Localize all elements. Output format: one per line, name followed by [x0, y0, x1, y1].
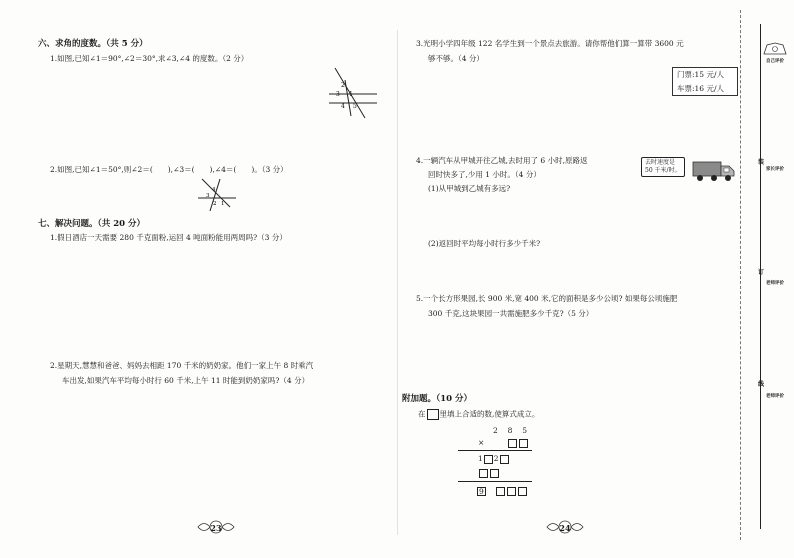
speed-speech-bubble — [641, 157, 685, 177]
angle-figure-2 — [196, 177, 246, 217]
multiplicand-digit: 8 — [507, 426, 513, 435]
section7-question2-line2: 车出发,如果汽车平均每小时行 60 千米,上午 11 时能到奶奶家吗?（4 分） — [62, 376, 310, 385]
fig1-label-1: 1 — [349, 91, 353, 98]
page-number-right: 24 — [559, 523, 571, 533]
fig1-label-3: 3 — [336, 91, 340, 98]
evaluation-strip — [760, 24, 791, 529]
bubble-line1: 去时速度是 — [645, 159, 676, 166]
question4-sub1: (1)从甲城到乙城有多远? — [428, 184, 511, 193]
question5-line1: 5.一个长方形果园,长 900 米,宽 400 米,它的面积是多少公顷? 如果每公顷施肥 — [416, 294, 678, 303]
question4-line1: 4.一辆汽车从甲城开往乙城,去时用了 6 小时,原路返 — [416, 156, 588, 165]
fig2-label-2: 2 — [213, 201, 217, 207]
partial-product-row-2 — [478, 468, 500, 478]
sidebar-label-teacher-1: 老师评价 — [766, 281, 784, 286]
blank-box[interactable] — [484, 455, 493, 464]
multiplicand-digit: 2 — [492, 426, 498, 435]
question4-sub2: (2)返回时平均每小时行多少千米? — [428, 239, 541, 248]
times-sign: × — [478, 438, 485, 447]
section7-title: 七、解决问题。（共 20 分） — [38, 219, 145, 229]
bonus-instruction-suffix: 里填上合适的数,使算式成立。 — [439, 409, 540, 419]
section6-title: 六、求角的度数。（共 5 分） — [38, 39, 148, 49]
page-divider — [397, 30, 398, 535]
section7-question2-line1: 2.星期天,慧慧和爸爸、妈妈去相距 170 千米的奶奶家。他们一家上午 8 时乘汽 — [50, 361, 314, 370]
blank-box[interactable] — [507, 487, 516, 496]
multiplicand-row — [488, 426, 532, 435]
blank-box-sample — [427, 409, 439, 420]
binding-dashed-line — [740, 10, 741, 540]
section7-question1: 1.假日酒店一天需要 280 千克面粉,运回 4 吨面粉能用两周吗?（3 分） — [50, 233, 287, 242]
question3-line1: 3.光明小学四年级 122 名学生到一个景点去旅游。请你帮他们算一算带 3600 元 — [416, 39, 684, 48]
partial-digit: 2 — [493, 454, 499, 463]
fig2-label-4: 4 — [212, 187, 216, 193]
blank-box[interactable] — [518, 487, 527, 496]
question5-line2: 300 千克,这块果园一共需施肥多少千克?（5 分） — [428, 309, 594, 318]
ticket-bus-price: 车票:16 元/人 — [677, 84, 724, 93]
question4-line2: 回时快多了,少用 1 小时。（4 分） — [428, 170, 541, 179]
ticket-price-box — [672, 67, 738, 96]
rule-line — [458, 481, 532, 482]
partial-digit: 1 — [478, 454, 483, 463]
result-digit-9: 9 — [479, 487, 484, 496]
fig1-label-2: 2 — [341, 82, 345, 89]
blank-box[interactable] — [519, 439, 528, 448]
fig1-label-5: 5 — [353, 103, 357, 110]
bonus-instruction-prefix: 在 — [418, 409, 426, 419]
sidebar-label-parent: 家长评价 — [766, 167, 784, 172]
page-number-left: 23 — [210, 523, 222, 533]
ticket-gate-price: 门票:15 元/人 — [677, 70, 724, 79]
sidebar-label-self: 自己评价 — [766, 59, 784, 64]
section6-question1: 1.如图,已知∠1＝90°,∠2＝30°,求∠3,∠4 的度数。（2 分） — [50, 54, 249, 63]
partial-product-row — [478, 454, 510, 464]
section6-question2: 2.如图,已知∠1＝50°,则∠2＝( ),∠3＝( ),∠4＝( )。（3 分） — [50, 165, 288, 174]
bonus-title: 附加题。（10 分） — [402, 394, 473, 404]
truck-icon — [692, 158, 736, 184]
blank-box[interactable] — [490, 469, 499, 478]
binding-marker-xian: 线 — [758, 381, 765, 388]
multiplier-row — [507, 438, 529, 448]
badge-icon — [762, 42, 788, 56]
multiplication-puzzle — [456, 424, 532, 504]
bonus-instruction — [418, 409, 539, 420]
angle-figure-1 — [325, 66, 385, 126]
question3-line2: 够不够。（4 分） — [428, 54, 484, 63]
fig2-label-3: 3 — [206, 193, 210, 199]
multiplicand-digit: 5 — [522, 426, 528, 435]
blank-box[interactable] — [479, 469, 488, 478]
bubble-line2: 50 千米/时。 — [645, 167, 681, 174]
blank-box[interactable] — [496, 487, 505, 496]
sidebar-label-teacher-2: 老师评价 — [766, 394, 784, 399]
binding-marker-ding: 订 — [758, 269, 765, 276]
binding-marker-zhuang: 装 — [758, 159, 765, 166]
blank-box[interactable] — [508, 439, 517, 448]
fig1-label-4: 4 — [341, 103, 345, 110]
fig2-label-1: 1 — [221, 201, 225, 207]
blank-box[interactable] — [500, 455, 509, 464]
rule-line — [458, 450, 532, 451]
